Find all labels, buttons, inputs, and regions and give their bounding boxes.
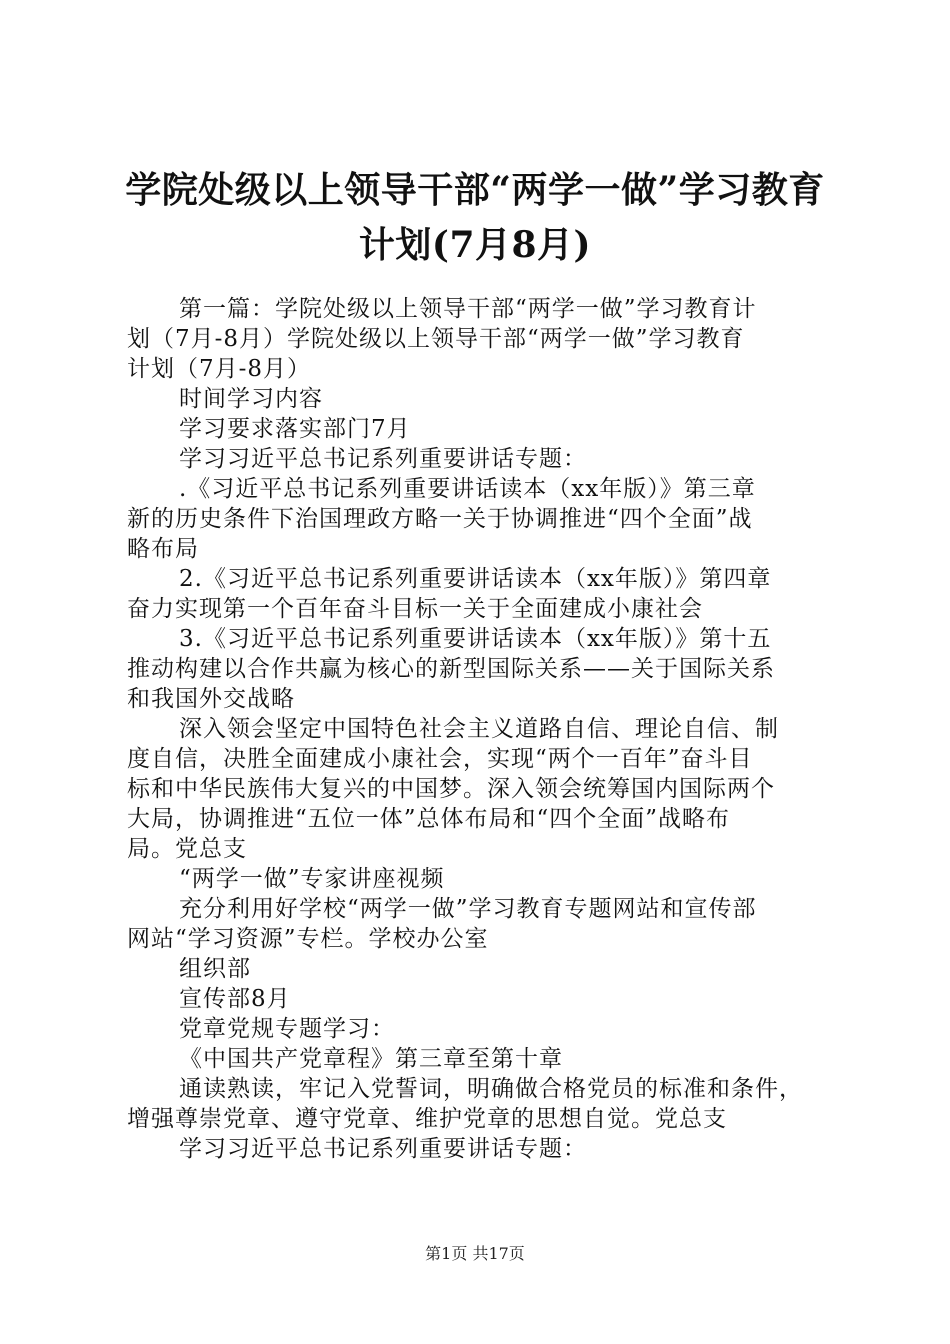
body-line: 深入领会坚定中国特色社会主义道路自信、理论自信、制 bbox=[179, 716, 779, 742]
body-line: 通读熟读，牢记入党誓词，明确做合格党员的标准和条件， bbox=[179, 1076, 803, 1102]
body-line: 3.《习近平总书记系列重要讲话读本（xx年版）》第十五 bbox=[179, 626, 772, 652]
body-line: 学习习近平总书记系列重要讲话专题： bbox=[179, 1136, 587, 1162]
body-line: 局。党总支 bbox=[127, 836, 247, 862]
body-line: 《中国共产党章程》第三章至第十章 bbox=[179, 1046, 563, 1072]
page-footer: 第1页 共17页 bbox=[425, 1244, 525, 1263]
document-body bbox=[127, 294, 832, 1164]
body-line: 2.《习近平总书记系列重要讲话读本（xx年版）》第四章 bbox=[179, 566, 772, 592]
body-line: 奋力实现第一个百年奋斗目标一关于全面建成小康社会 bbox=[127, 596, 703, 622]
body-line: 推动构建以合作共赢为核心的新型国际关系——关于国际关系 bbox=[127, 656, 775, 682]
body-line: 计划（7月-8月） bbox=[127, 356, 312, 382]
body-line: 略布局 bbox=[127, 536, 199, 562]
body-line: 和我国外交战略 bbox=[127, 686, 295, 712]
body-line: 学习习近平总书记系列重要讲话专题： bbox=[179, 446, 587, 472]
body-line: 学习要求落实部门7月 bbox=[179, 416, 411, 442]
body-line: 标和中华民族伟大复兴的中国梦。深入领会统筹国内国际两个 bbox=[127, 776, 775, 802]
body-line: 度自信，决胜全面建成小康社会，实现“两个一百年”奋斗目 bbox=[127, 746, 753, 772]
body-line: “两学一做”专家讲座视频 bbox=[179, 866, 445, 892]
body-line: 充分利用好学校“两学一做”学习教育专题网站和宣传部 bbox=[179, 896, 757, 922]
document-title-line-1: 学院处级以上领导干部“两学一做”学习教育 bbox=[125, 169, 825, 211]
body-line: 第一篇：学院处级以上领导干部“两学一做”学习教育计 bbox=[179, 296, 757, 322]
body-line: 时间学习内容 bbox=[179, 386, 323, 412]
body-line: 大局，协调推进“五位一体”总体布局和“四个全面”战略布 bbox=[127, 806, 731, 832]
body-line: .《习近平总书记系列重要讲话读本（xx年版）》第三章 bbox=[179, 476, 756, 502]
body-line: 网站“学习资源”专栏。学校办公室 bbox=[127, 926, 489, 952]
body-line: 增强尊崇党章、遵守党章、维护党章的思想自觉。党总支 bbox=[127, 1106, 727, 1132]
body-line: 划（7月-8月）学院处级以上领导干部“两学一做”学习教育 bbox=[127, 326, 745, 352]
body-line: 宣传部8月 bbox=[179, 986, 291, 1012]
body-line: 组织部 bbox=[179, 956, 251, 982]
body-line: 党章党规专题学习： bbox=[179, 1016, 395, 1042]
body-line: 新的历史条件下治国理政方略一关于协调推进“四个全面”战 bbox=[127, 506, 753, 532]
document-title-line-2: 计划(7月8月) bbox=[358, 224, 592, 266]
